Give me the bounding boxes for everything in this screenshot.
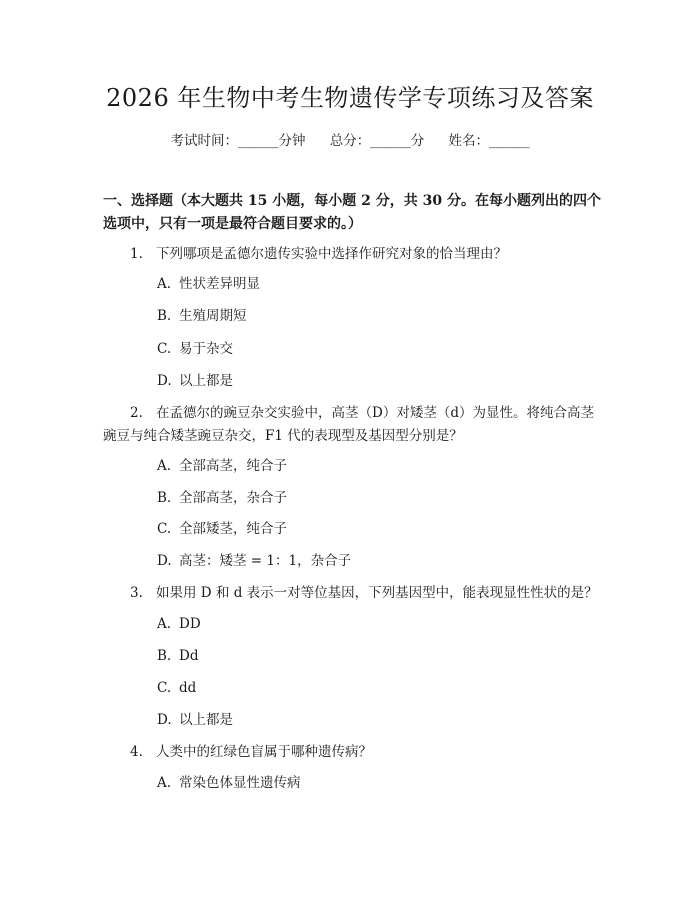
option-text: Dd: [179, 648, 199, 664]
option-letter: A.: [157, 775, 172, 791]
question-text: 下列哪项是孟德尔遗传实验中选择作研究对象的恰当理由？: [156, 246, 507, 262]
question-number: 1.: [130, 246, 143, 262]
question-1-option-b: [157, 306, 247, 326]
question-2-option-d: [157, 551, 351, 571]
option-text: DD: [179, 616, 201, 632]
option-letter: D.: [157, 553, 172, 569]
question-2-option-c: [157, 519, 287, 539]
option-letter: C.: [157, 521, 172, 537]
question-number: 3.: [130, 585, 143, 601]
question-1: [103, 243, 603, 266]
option-letter: D.: [157, 373, 172, 389]
question-4-option-a: [157, 773, 301, 793]
option-text: 常染色体显性遗传病: [179, 775, 301, 791]
exam-time-field: 考试时间：______分钟: [170, 133, 306, 149]
option-text: 高茎：矮茎 = 1：1，杂合子: [179, 553, 352, 569]
option-letter: C.: [157, 341, 172, 357]
option-text: 以上都是: [179, 712, 233, 728]
option-text: 生殖周期短: [179, 308, 247, 324]
question-number: 4.: [130, 744, 143, 760]
option-letter: A.: [157, 458, 172, 474]
total-score-field: 总分：______分: [329, 133, 425, 149]
question-2: [103, 402, 603, 448]
exam-meta-line: [0, 131, 700, 151]
option-text: 性状差异明显: [179, 276, 260, 292]
page-title: 2026 年生物中考生物遗传学专项练习及答案: [106, 84, 594, 112]
question-text: 在孟德尔的豌豆杂交实验中，高茎（D）对矮茎（d）为显性。将纯合高茎豌豆与纯合矮茎豌豆杂交，F1 代的表现型及基因型分别是？: [103, 405, 594, 444]
option-text: dd: [179, 680, 197, 696]
option-text: 全部矮茎，纯合子: [179, 521, 287, 537]
option-text: 以上都是: [179, 373, 233, 389]
option-text: 全部高茎，杂合子: [179, 490, 287, 506]
section-heading-choice: 一、选择题（本大题共 15 小题，每小题 2 分，共 30 分。在每小题列出的四个选项中，只有一项是最符合题目要求的。）: [103, 193, 601, 232]
question-3-option-c: [157, 678, 196, 698]
question-1-option-a: [157, 274, 260, 294]
student-name-field: 姓名：______: [448, 133, 530, 149]
question-number: 2.: [130, 405, 143, 421]
question-3-option-b: [157, 646, 198, 666]
option-letter: A.: [157, 616, 172, 632]
question-text: 人类中的红绿色盲属于哪种遗传病？: [156, 744, 372, 760]
question-3-option-d: [157, 710, 233, 730]
question-2-option-a: [157, 456, 287, 476]
question-4: [103, 741, 603, 764]
option-letter: C.: [157, 680, 172, 696]
question-3-option-a: [157, 614, 201, 634]
option-letter: B.: [157, 648, 172, 664]
option-letter: B.: [157, 308, 172, 324]
option-text: 全部高茎，纯合子: [179, 458, 287, 474]
question-1-option-c: [157, 339, 233, 359]
option-letter: A.: [157, 276, 172, 292]
question-text: 如果用 D 和 d 表示一对等位基因，下列基因型中，能表现显性性状的是？: [156, 585, 598, 601]
question-1-option-d: [157, 371, 233, 391]
question-2-option-b: [157, 488, 287, 508]
question-3: [103, 582, 603, 605]
option-letter: D.: [157, 712, 172, 728]
option-text: 易于杂交: [179, 341, 233, 357]
option-letter: B.: [157, 490, 172, 506]
